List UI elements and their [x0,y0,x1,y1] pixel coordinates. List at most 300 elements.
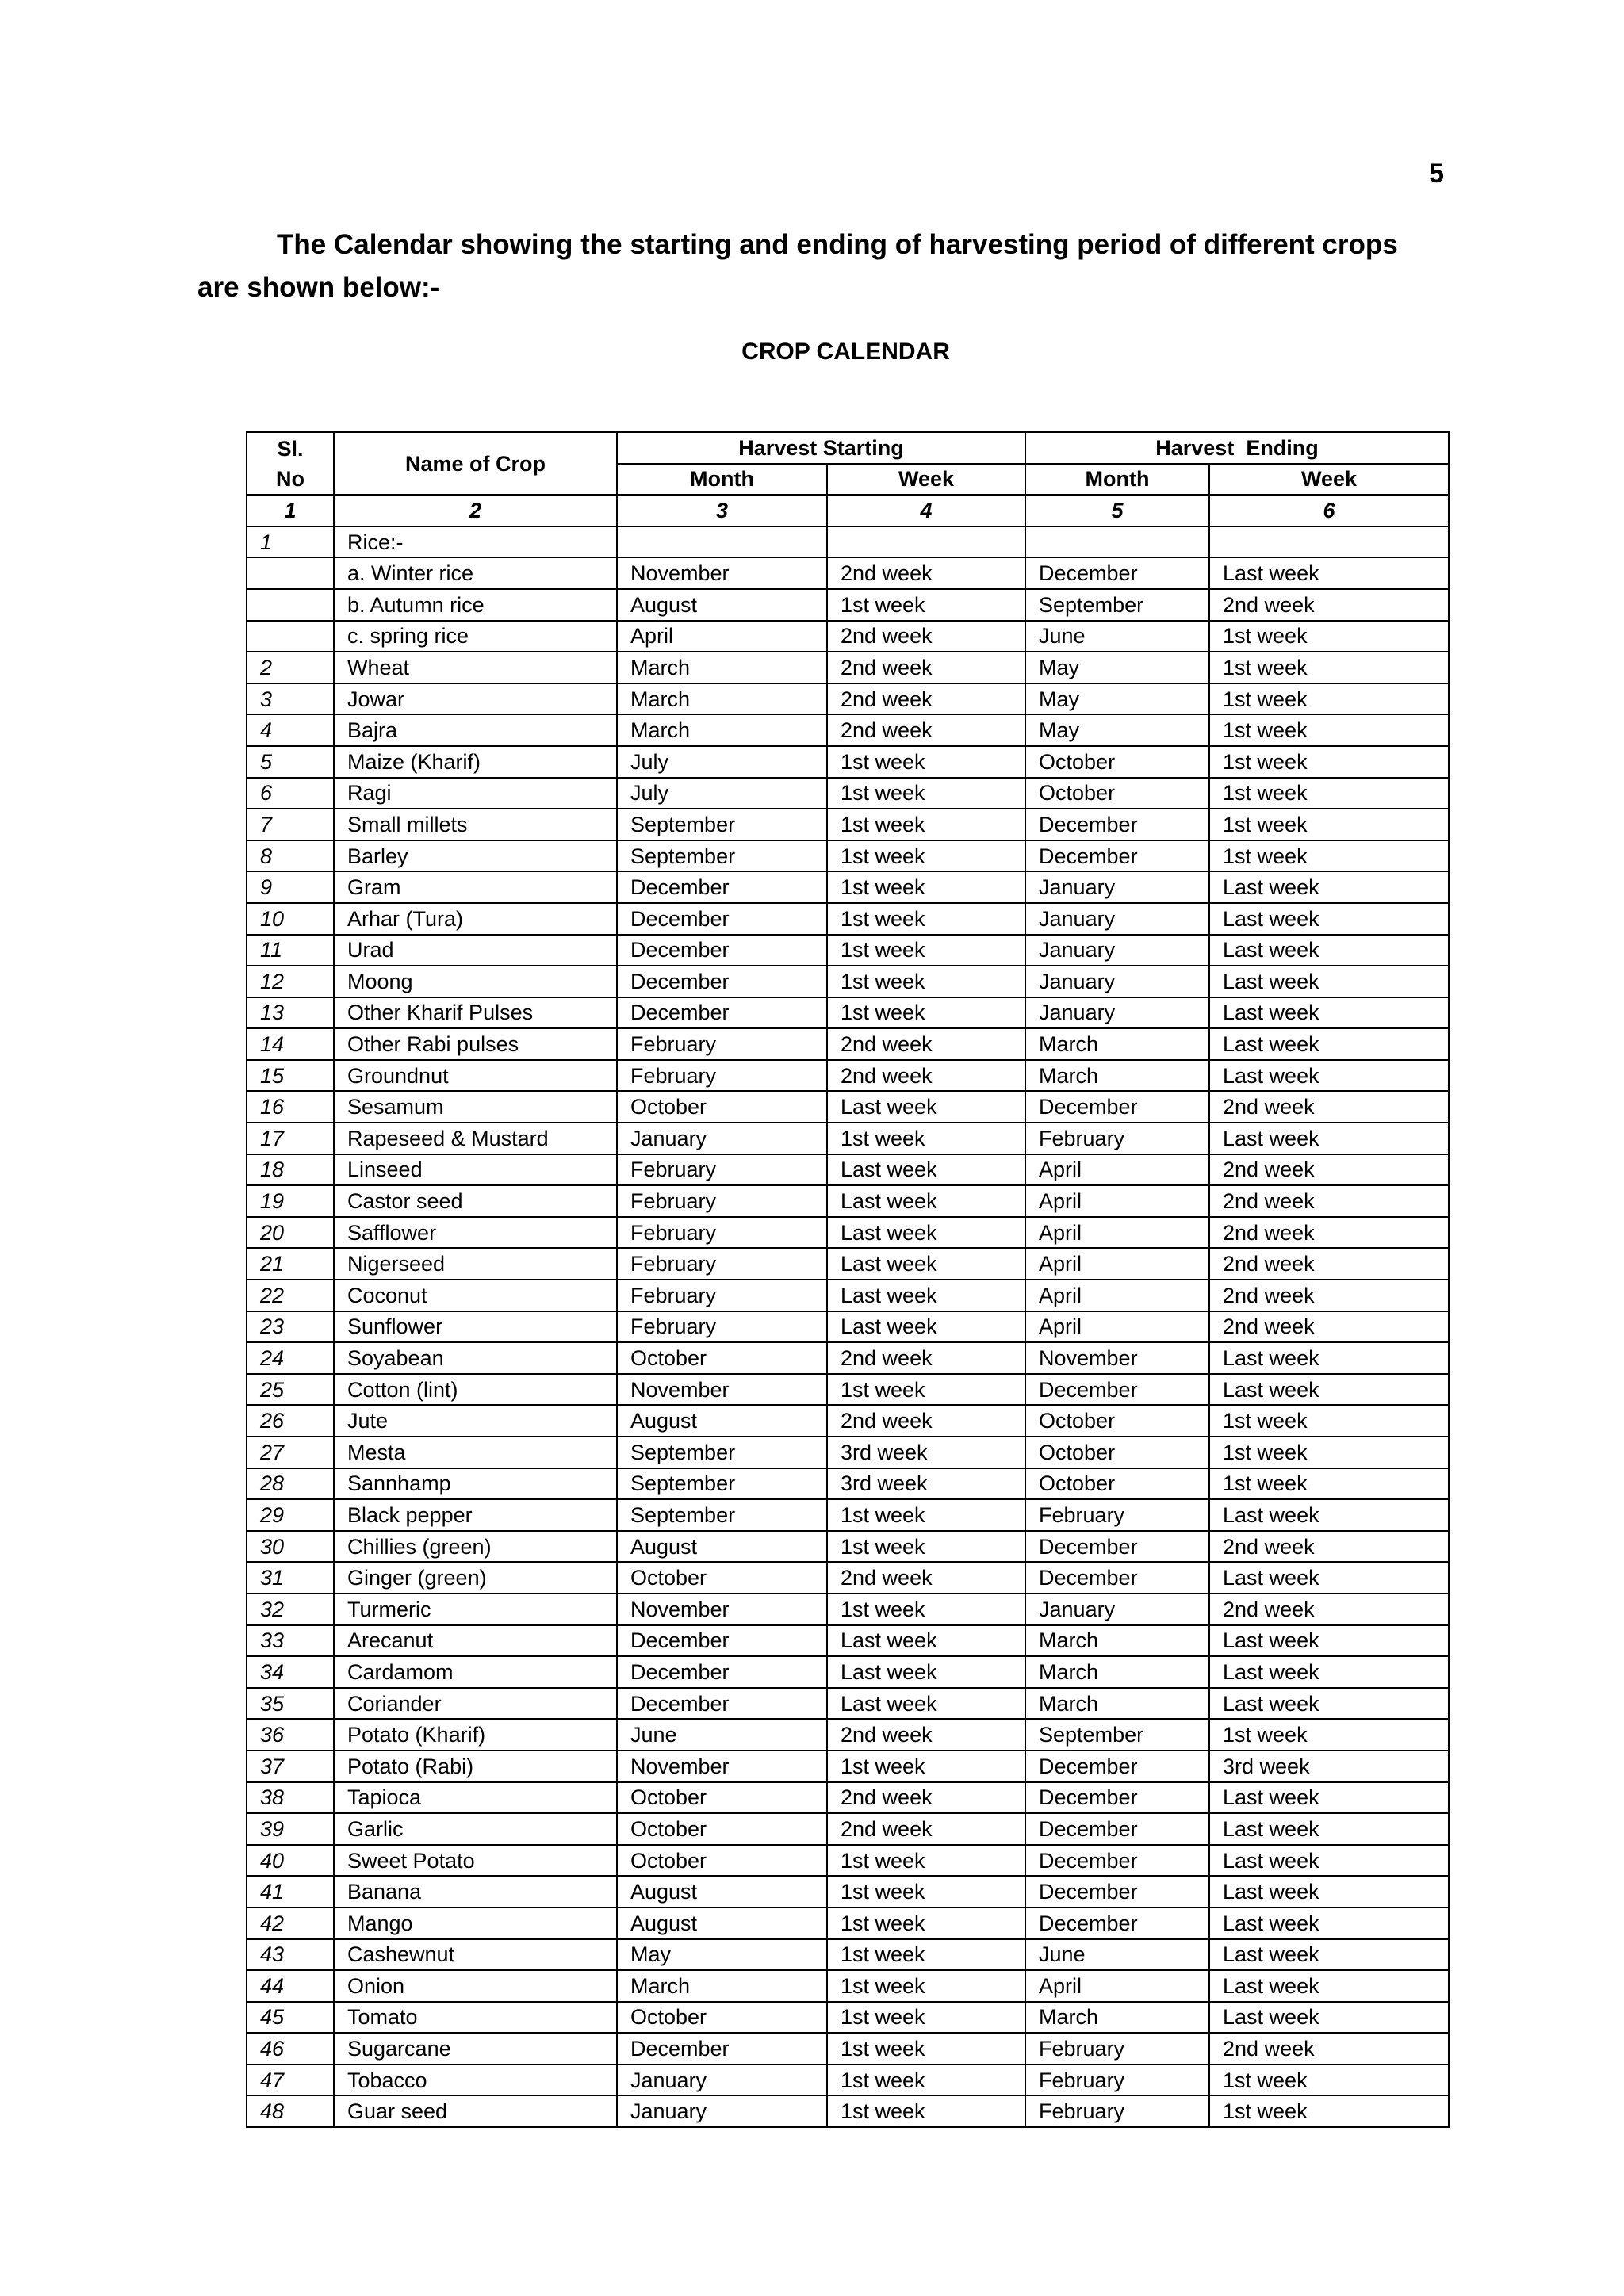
cell-crop-name: Urad [334,935,617,966]
table-row [247,966,1449,997]
header-name-of-crop: Name of Crop [334,432,617,495]
cell-start-week: Last week [827,1217,1025,1249]
column-index: 2 [334,495,617,526]
cell-start-month: September [617,1499,827,1531]
cell-end-week: 1st week [1209,1405,1449,1437]
cell-crop-name: Coriander [334,1688,617,1720]
cell-end-month: October [1025,1405,1209,1437]
cell-sl-no: 38 [247,1782,334,1814]
cell-crop-name: Banana [334,1876,617,1908]
cell-sl-no: 24 [247,1342,334,1374]
cell-end-month: January [1025,935,1209,966]
cell-end-week: Last week [1209,935,1449,966]
cell-start-month: January [617,2064,827,2096]
cell-start-month: March [617,714,827,746]
table-row [247,621,1449,652]
cell-end-month: May [1025,714,1209,746]
cell-end-week: Last week [1209,1028,1449,1060]
cell-crop-name: Onion [334,1970,617,2002]
cell-start-month: December [617,1688,827,1720]
cell-crop-name: Sugarcane [334,2033,617,2064]
cell-start-month: February [617,1028,827,1060]
header-end-week: Week [1209,464,1449,496]
cell-crop-name: Potato (Rabi) [334,1751,617,1782]
cell-end-month: April [1025,1311,1209,1343]
cell-end-month: April [1025,1248,1209,1280]
table-row [247,2002,1449,2034]
cell-start-week: Last week [827,1311,1025,1343]
table-row [247,1562,1449,1594]
cell-sl-no: 21 [247,1248,334,1280]
cell-end-month: February [1025,1499,1209,1531]
table-row [247,526,1449,558]
cell-sl-no: 35 [247,1688,334,1720]
cell-start-week: 3rd week [827,1468,1025,1500]
cell-crop-name: Tapioca [334,1782,617,1814]
cell-crop-name: Chillies (green) [334,1531,617,1563]
cell-start-week: 2nd week [827,1782,1025,1814]
cell-end-week: 2nd week [1209,1594,1449,1625]
cell-start-week: 2nd week [827,714,1025,746]
cell-start-week: 1st week [827,1751,1025,1782]
cell-end-week: Last week [1209,1562,1449,1594]
cell-start-week: Last week [827,1625,1025,1657]
cell-start-month: December [617,1656,827,1688]
cell-start-week: Last week [827,1091,1025,1123]
page-number: 5 [1429,159,1444,189]
column-index: 5 [1025,495,1209,526]
cell-crop-name: Jute [334,1405,617,1437]
cell-crop-name: Nigerseed [334,1248,617,1280]
table-row [247,1405,1449,1437]
cell-start-month: September [617,840,827,872]
cell-sl-no [247,557,334,589]
cell-end-month: December [1025,1374,1209,1406]
table-row [247,1248,1449,1280]
cell-end-week: Last week [1209,1908,1449,1939]
cell-end-month: December [1025,1813,1209,1845]
cell-sl-no: 47 [247,2064,334,2096]
cell-start-week: 1st week [827,1531,1025,1563]
cell-sl-no: 18 [247,1154,334,1186]
cell-end-week: 1st week [1209,778,1449,809]
cell-end-month: February [1025,2095,1209,2127]
cell-sl-no: 37 [247,1751,334,1782]
table-row [247,997,1449,1029]
cell-sl-no: 40 [247,1845,334,1877]
cell-crop-name: Tobacco [334,2064,617,2096]
cell-start-week: 1st week [827,935,1025,966]
cell-sl-no: 34 [247,1656,334,1688]
cell-end-month: December [1025,1876,1209,1908]
cell-end-month: January [1025,871,1209,903]
cell-sl-no: 5 [247,746,334,778]
cell-end-month: February [1025,2033,1209,2064]
cell-start-week: 1st week [827,871,1025,903]
crop-table-body [247,526,1449,2127]
table-row [247,1342,1449,1374]
cell-end-week: 2nd week [1209,1217,1449,1249]
cell-crop-name: Soyabean [334,1342,617,1374]
cell-sl-no: 6 [247,778,334,809]
cell-end-month: June [1025,621,1209,652]
cell-start-month [617,526,827,558]
cell-start-month: March [617,652,827,683]
cell-end-week: 1st week [1209,683,1449,715]
cell-start-month: November [617,557,827,589]
cell-sl-no: 46 [247,2033,334,2064]
cell-start-month: February [617,1217,827,1249]
cell-sl-no: 48 [247,2095,334,2127]
cell-start-month: October [617,1342,827,1374]
cell-start-month: November [617,1751,827,1782]
table-row [247,652,1449,683]
cell-sl-no: 4 [247,714,334,746]
cell-start-week: 1st week [827,2033,1025,2064]
cell-start-month: September [617,1437,827,1468]
calendar-title: CROP CALENDAR [741,339,950,365]
table-row [247,1970,1449,2002]
cell-start-week: 1st week [827,966,1025,997]
cell-end-week: 2nd week [1209,1154,1449,1186]
cell-start-month: February [617,1154,827,1186]
cell-start-week: 1st week [827,809,1025,840]
cell-start-month: December [617,997,827,1029]
cell-end-month: April [1025,1185,1209,1217]
cell-crop-name: Castor seed [334,1185,617,1217]
cell-end-week: 2nd week [1209,1185,1449,1217]
cell-end-month: December [1025,840,1209,872]
cell-start-week: 1st week [827,2002,1025,2034]
cell-end-month: January [1025,1594,1209,1625]
cell-start-month: August [617,589,827,621]
cell-end-month: December [1025,557,1209,589]
cell-start-month: May [617,1939,827,1971]
cell-crop-name: Sannhamp [334,1468,617,1500]
cell-start-month: July [617,778,827,809]
cell-start-week: Last week [827,1185,1025,1217]
table-row [247,1499,1449,1531]
cell-start-week: 2nd week [827,1405,1025,1437]
cell-sl-no: 20 [247,1217,334,1249]
cell-end-week: 1st week [1209,2064,1449,2096]
table-row [247,1594,1449,1625]
cell-crop-name: Ragi [334,778,617,809]
cell-crop-name: Cardamom [334,1656,617,1688]
cell-crop-name: Small millets [334,809,617,840]
table-row [247,1656,1449,1688]
cell-end-month: March [1025,1625,1209,1657]
cell-end-week: Last week [1209,1813,1449,1845]
cell-crop-name: Safflower [334,1217,617,1249]
cell-sl-no: 44 [247,1970,334,2002]
cell-start-week: 1st week [827,778,1025,809]
cell-start-week: 2nd week [827,1342,1025,1374]
cell-end-week: Last week [1209,1876,1449,1908]
cell-end-week: Last week [1209,1374,1449,1406]
cell-sl-no: 39 [247,1813,334,1845]
cell-crop-name: Guar seed [334,2095,617,2127]
table-row [247,1468,1449,1500]
cell-end-month: June [1025,1939,1209,1971]
cell-sl-no: 25 [247,1374,334,1406]
cell-start-month: March [617,1970,827,2002]
table-row [247,1280,1449,1311]
cell-end-month: December [1025,1782,1209,1814]
cell-start-week: 1st week [827,1594,1025,1625]
cell-end-week: Last week [1209,1782,1449,1814]
cell-end-month [1025,526,1209,558]
cell-start-week [827,526,1025,558]
cell-crop-name: Turmeric [334,1594,617,1625]
cell-sl-no: 26 [247,1405,334,1437]
cell-crop-name: Sesamum [334,1091,617,1123]
cell-end-week: Last week [1209,1060,1449,1092]
cell-crop-name: Arecanut [334,1625,617,1657]
cell-end-week: Last week [1209,1342,1449,1374]
table-row [247,1531,1449,1563]
cell-sl-no: 19 [247,1185,334,1217]
cell-crop-name: Cashewnut [334,1939,617,1971]
cell-end-month: September [1025,1719,1209,1751]
table-row [247,871,1449,903]
cell-end-week: Last week [1209,1656,1449,1688]
cell-start-week: 1st week [827,746,1025,778]
cell-end-week: Last week [1209,1939,1449,1971]
cell-start-month: December [617,903,827,935]
table-row [247,840,1449,872]
cell-end-month: February [1025,1123,1209,1154]
cell-sl-no: 29 [247,1499,334,1531]
cell-sl-no: 2 [247,652,334,683]
cell-end-week: 2nd week [1209,1091,1449,1123]
header-sl-no: Sl. No [247,432,334,495]
cell-start-week: 2nd week [827,652,1025,683]
cell-start-week: 2nd week [827,1028,1025,1060]
cell-start-month: November [617,1594,827,1625]
table-row [247,1311,1449,1343]
cell-start-week: 1st week [827,2064,1025,2096]
table-row [247,1813,1449,1845]
cell-start-month: August [617,1908,827,1939]
cell-start-month: August [617,1876,827,1908]
cell-crop-name: Cotton (lint) [334,1374,617,1406]
cell-end-month: January [1025,903,1209,935]
cell-sl-no: 23 [247,1311,334,1343]
column-index: 4 [827,495,1025,526]
cell-start-month: December [617,935,827,966]
cell-crop-name: b. Autumn rice [334,589,617,621]
cell-crop-name: c. spring rice [334,621,617,652]
table-row [247,778,1449,809]
cell-sl-no: 9 [247,871,334,903]
cell-end-week: Last week [1209,557,1449,589]
column-index-row [247,495,1449,526]
cell-end-week: Last week [1209,1625,1449,1657]
cell-end-month: October [1025,746,1209,778]
header-end-month: Month [1025,464,1209,496]
cell-end-month: January [1025,966,1209,997]
cell-start-week: 1st week [827,1374,1025,1406]
cell-end-week: Last week [1209,966,1449,997]
cell-sl-no: 3 [247,683,334,715]
cell-start-week: Last week [827,1154,1025,1186]
cell-start-month: October [617,1813,827,1845]
cell-sl-no [247,589,334,621]
cell-end-month: March [1025,1656,1209,1688]
table-row [247,1908,1449,1939]
cell-sl-no: 22 [247,1280,334,1311]
cell-end-week: 1st week [1209,1437,1449,1468]
cell-end-month: September [1025,589,1209,621]
cell-sl-no: 42 [247,1908,334,1939]
cell-start-month: February [617,1060,827,1092]
cell-sl-no: 17 [247,1123,334,1154]
cell-start-month: January [617,2095,827,2127]
cell-end-month: April [1025,1154,1209,1186]
cell-start-month: October [617,2002,827,2034]
cell-end-week: 2nd week [1209,1248,1449,1280]
cell-end-week: 2nd week [1209,2033,1449,2064]
cell-crop-name: Black pepper [334,1499,617,1531]
cell-end-month: April [1025,1217,1209,1249]
cell-end-week: 2nd week [1209,1280,1449,1311]
cell-end-week: 1st week [1209,840,1449,872]
cell-end-week: Last week [1209,997,1449,1029]
cell-end-week: 1st week [1209,809,1449,840]
cell-end-month: January [1025,997,1209,1029]
cell-crop-name: Other Rabi pulses [334,1028,617,1060]
cell-start-month: December [617,966,827,997]
cell-start-month: April [617,621,827,652]
cell-start-week: Last week [827,1656,1025,1688]
table-row [247,1719,1449,1751]
cell-start-month: February [617,1280,827,1311]
cell-crop-name: Gram [334,871,617,903]
table-row [247,746,1449,778]
cell-start-week: 2nd week [827,1719,1025,1751]
cell-sl-no: 28 [247,1468,334,1500]
table-row [247,1217,1449,1249]
cell-end-week: 2nd week [1209,1311,1449,1343]
cell-crop-name: Arhar (Tura) [334,903,617,935]
cell-end-week: 1st week [1209,652,1449,683]
cell-crop-name: Groundnut [334,1060,617,1092]
cell-start-week: Last week [827,1688,1025,1720]
cell-crop-name: Potato (Kharif) [334,1719,617,1751]
cell-start-week: 2nd week [827,1813,1025,1845]
cell-start-week: 1st week [827,1908,1025,1939]
cell-start-week: 1st week [827,589,1025,621]
table-row [247,1437,1449,1468]
cell-crop-name: Rice:- [334,526,617,558]
table-row [247,1782,1449,1814]
cell-end-week: 1st week [1209,2095,1449,2127]
table-row [247,1688,1449,1720]
cell-start-month: June [617,1719,827,1751]
cell-end-week: Last week [1209,1123,1449,1154]
column-index: 6 [1209,495,1449,526]
cell-sl-no: 45 [247,2002,334,2034]
cell-start-month: August [617,1405,827,1437]
cell-sl-no: 41 [247,1876,334,1908]
table-row [247,2064,1449,2096]
cell-crop-name: Jowar [334,683,617,715]
cell-crop-name: Bajra [334,714,617,746]
table-row [247,903,1449,935]
cell-sl-no: 32 [247,1594,334,1625]
cell-start-month: March [617,683,827,715]
cell-sl-no: 30 [247,1531,334,1563]
table-row [247,1625,1449,1657]
cell-start-week: 2nd week [827,557,1025,589]
header-harvest-starting: Harvest Starting [617,432,1025,464]
cell-sl-no: 27 [247,1437,334,1468]
cell-start-week: 1st week [827,1499,1025,1531]
cell-end-month: November [1025,1342,1209,1374]
cell-start-month: September [617,809,827,840]
cell-start-month: December [617,1625,827,1657]
cell-end-month: October [1025,1437,1209,1468]
cell-end-month: April [1025,1970,1209,2002]
cell-start-week: 1st week [827,2095,1025,2127]
cell-end-week: 2nd week [1209,1531,1449,1563]
cell-sl-no: 15 [247,1060,334,1092]
cell-start-week: Last week [827,1280,1025,1311]
cell-end-month: October [1025,1468,1209,1500]
cell-crop-name: Sunflower [334,1311,617,1343]
cell-sl-no: 11 [247,935,334,966]
cell-crop-name: a. Winter rice [334,557,617,589]
cell-crop-name: Linseed [334,1154,617,1186]
cell-start-month: February [617,1185,827,1217]
cell-end-week: Last week [1209,903,1449,935]
table-row [247,1751,1449,1782]
table-row [247,714,1449,746]
cell-crop-name: Mesta [334,1437,617,1468]
cell-start-month: September [617,1468,827,1500]
cell-start-month: January [617,1123,827,1154]
cell-end-week: Last week [1209,871,1449,903]
intro-paragraph [197,224,1434,309]
cell-crop-name: Mango [334,1908,617,1939]
cell-sl-no: 33 [247,1625,334,1657]
cell-start-month: December [617,871,827,903]
cell-end-week: 2nd week [1209,589,1449,621]
cell-start-month: October [617,1091,827,1123]
cell-crop-name: Other Kharif Pulses [334,997,617,1029]
cell-sl-no: 13 [247,997,334,1029]
table-row [247,683,1449,715]
table-row [247,2095,1449,2127]
cell-sl-no: 10 [247,903,334,935]
crop-calendar-table [246,431,1450,2128]
cell-start-month: February [617,1248,827,1280]
cell-end-week: Last week [1209,1970,1449,2002]
cell-end-week: Last week [1209,2002,1449,2034]
cell-sl-no: 36 [247,1719,334,1751]
cell-sl-no [247,621,334,652]
cell-end-month: December [1025,1908,1209,1939]
cell-end-week: Last week [1209,1688,1449,1720]
cell-crop-name: Moong [334,966,617,997]
cell-start-week: 2nd week [827,1060,1025,1092]
cell-end-week: Last week [1209,1499,1449,1531]
table-row [247,809,1449,840]
cell-end-week: 3rd week [1209,1751,1449,1782]
cell-start-week: 1st week [827,1876,1025,1908]
cell-end-month: March [1025,1688,1209,1720]
